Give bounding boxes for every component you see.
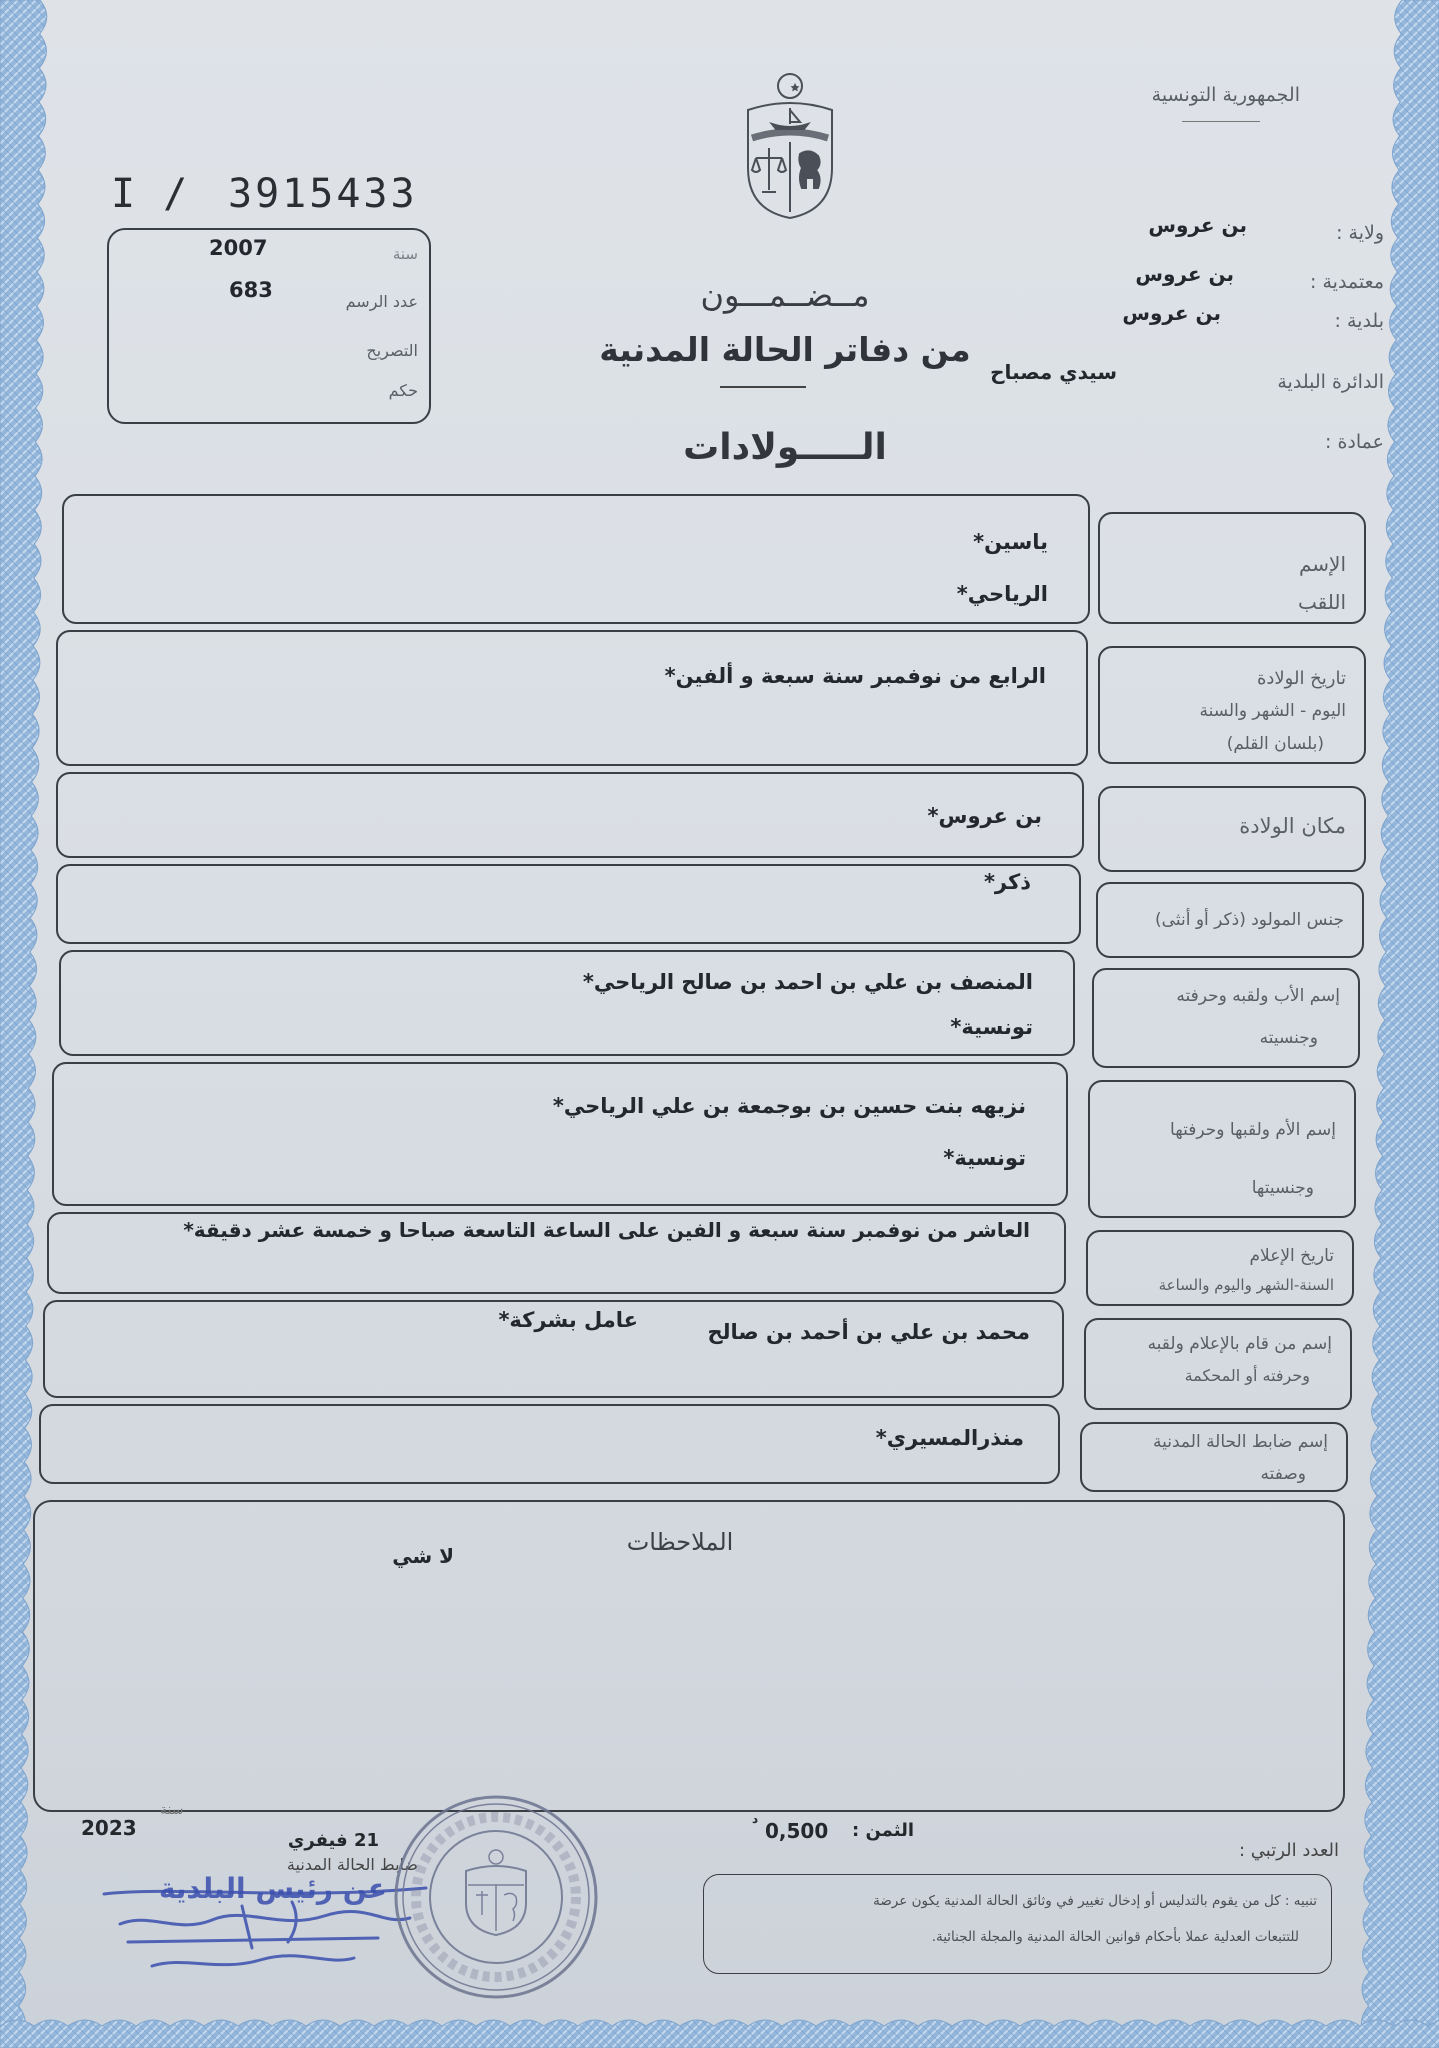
father-label-box xyxy=(1092,968,1360,1068)
municipality-label: بلدية : xyxy=(1334,310,1384,332)
name-value-box xyxy=(62,494,1090,624)
surname-value: الرياحي* xyxy=(956,582,1048,606)
sex-label-box xyxy=(1096,882,1364,958)
name-label-box xyxy=(1098,512,1366,624)
birth-place-value-box xyxy=(56,772,1084,858)
father-value-box xyxy=(59,950,1075,1056)
signature-stamp-text: عن رئيس البلدية xyxy=(158,1872,388,1905)
declarant-label: إسم من قام بالإعلام ولقبه xyxy=(1147,1334,1332,1354)
sex-value: ذكر* xyxy=(983,870,1031,894)
registry-act-number: 683 xyxy=(229,278,273,302)
notice-line-1: تنبيه : كل من يقوم بالتدليس أو إدخال تغيير في وثائق الحالة المدنية يكون عرضة xyxy=(873,1893,1317,1909)
registry-declaration-label: التصريح xyxy=(366,341,418,360)
republic-title: الجمهورية التونسية xyxy=(1151,84,1300,106)
price-value: 0,500 xyxy=(765,1819,829,1843)
footer-year-label: سنة xyxy=(160,1802,184,1818)
sex-value-box xyxy=(56,864,1081,944)
round-seal-icon xyxy=(390,1791,602,2003)
serial-number: 3915433 xyxy=(228,171,418,217)
registrar-label-box xyxy=(1080,1422,1348,1492)
registry-judgment-label: حكم xyxy=(388,381,418,400)
notice-line-2: للتتبعات العدلية عملا بأحكام قوانين الحالة المدنية والمجلة الجنائية. xyxy=(931,1929,1299,1945)
price-label: الثمن : xyxy=(851,1820,914,1841)
father-label: إسم الأب ولقبه وحرفته xyxy=(1176,986,1340,1006)
births-section-title: الـــــولادات xyxy=(683,427,887,468)
father-nationality-label: وجنسيته xyxy=(1259,1028,1318,1048)
sector-label: عمادة : xyxy=(1325,431,1384,453)
birth-date-value: الرابع من نوفمبر سنة سبعة و ألفين* xyxy=(664,664,1046,688)
declaration-date-value-box xyxy=(47,1212,1066,1294)
birth-place-label-box xyxy=(1098,786,1366,872)
coat-of-arms-icon xyxy=(738,72,842,222)
mother-label: إسم الأم ولقبها وحرفتها xyxy=(1170,1120,1336,1140)
serial-label: العدد الرتبي : xyxy=(1238,1840,1339,1861)
declaration-date-label: تاريخ الإعلام xyxy=(1249,1246,1334,1266)
register-title-underline xyxy=(720,386,806,388)
bottom-security-border xyxy=(0,2012,1439,2048)
first-name-label: الإسم xyxy=(1298,552,1346,576)
remarks-label: الملاحظات xyxy=(626,1528,734,1556)
declaration-date-sublabel: السنة-الشهر واليوم والساعة xyxy=(1158,1276,1334,1294)
mother-nationality-value: تونسية* xyxy=(943,1146,1026,1170)
officer-title: ضابط الحالة المدنية xyxy=(286,1855,418,1874)
registry-box xyxy=(107,228,431,424)
birth-place-value: بن عروس* xyxy=(927,804,1042,828)
birth-place-label: مكان الولادة xyxy=(1239,814,1346,838)
declarant-label-box xyxy=(1084,1318,1352,1410)
birth-date-note: (بلسان القلم) xyxy=(1226,734,1324,754)
issue-date: 21 فيفري xyxy=(287,1830,379,1851)
sex-label: جنس المولود (ذكر أو أنثى) xyxy=(1155,910,1344,930)
registry-year: 2007 xyxy=(209,236,268,260)
footer-year: 2023 xyxy=(81,1816,137,1840)
declarant-value-box xyxy=(43,1300,1064,1398)
price-unit: د xyxy=(752,1812,759,1826)
registrar-value-box xyxy=(39,1404,1060,1484)
birth-date-sublabel: اليوم - الشهر والسنة xyxy=(1199,701,1346,721)
birth-date-label: تاريخ الولادة xyxy=(1256,668,1346,689)
mother-nationality-label: وجنسيتها xyxy=(1251,1178,1314,1198)
registrar-label: إسم ضابط الحالة المدنية xyxy=(1153,1432,1328,1452)
mother-label-box xyxy=(1088,1080,1356,1218)
father-name-value: المنصف بن علي بن احمد بن صالح الرياحي* xyxy=(582,970,1033,994)
mother-value-box xyxy=(52,1062,1068,1206)
remarks-value: لا شي xyxy=(392,1544,454,1568)
mother-name-value: نزيهه بنت حسين بن بوجمعة بن علي الرياحي* xyxy=(552,1094,1026,1118)
right-security-border xyxy=(1350,0,1439,2048)
declarant-name-value: محمد بن علي بن أحمد بن صالح xyxy=(707,1320,1030,1344)
birth-date-label-box xyxy=(1098,646,1366,764)
registrar-sublabel: وصفته xyxy=(1260,1464,1306,1484)
delegation-label: معتمدية : xyxy=(1310,271,1384,293)
birth-date-value-box xyxy=(56,630,1088,766)
father-nationality-value: تونسية* xyxy=(950,1015,1033,1039)
registry-year-label: سنة xyxy=(392,245,418,263)
district-value: سيدي مصباح xyxy=(990,360,1117,384)
declarant-sublabel: وحرفته أو المحكمة xyxy=(1184,1366,1310,1385)
registrar-value: منذرالمسيري* xyxy=(875,1426,1024,1450)
republic-underline xyxy=(1182,121,1260,122)
right-border-scallops xyxy=(1361,0,1439,2048)
notice-box xyxy=(703,1874,1332,1974)
first-name-value: ياسين* xyxy=(973,530,1048,554)
summary-title: مــضــمـــون xyxy=(700,276,870,314)
registry-act-label: عدد الرسم xyxy=(345,292,418,311)
governorate-value: بن عروس xyxy=(1148,213,1247,237)
municipality-value: بن عروس xyxy=(1122,301,1221,325)
bottom-border-scallops xyxy=(0,2020,1439,2048)
governorate-label: ولاية : xyxy=(1336,222,1384,244)
surname-label: اللقب xyxy=(1297,590,1346,614)
declaration-date-value: العاشر من نوفمبر سنة سبعة و الفين على الساعة التاسعة صباحا و خمسة عشر دقيقة* xyxy=(183,1218,1030,1242)
declaration-date-label-box xyxy=(1086,1230,1354,1306)
district-label: الدائرة البلدية xyxy=(1277,371,1384,393)
declarant-occupation-value: عامل بشركة* xyxy=(498,1308,638,1332)
serial-prefix: I / xyxy=(111,171,190,217)
delegation-value: بن عروس xyxy=(1135,262,1234,286)
register-title: من دفاتر الحالة المدنية xyxy=(599,330,971,369)
